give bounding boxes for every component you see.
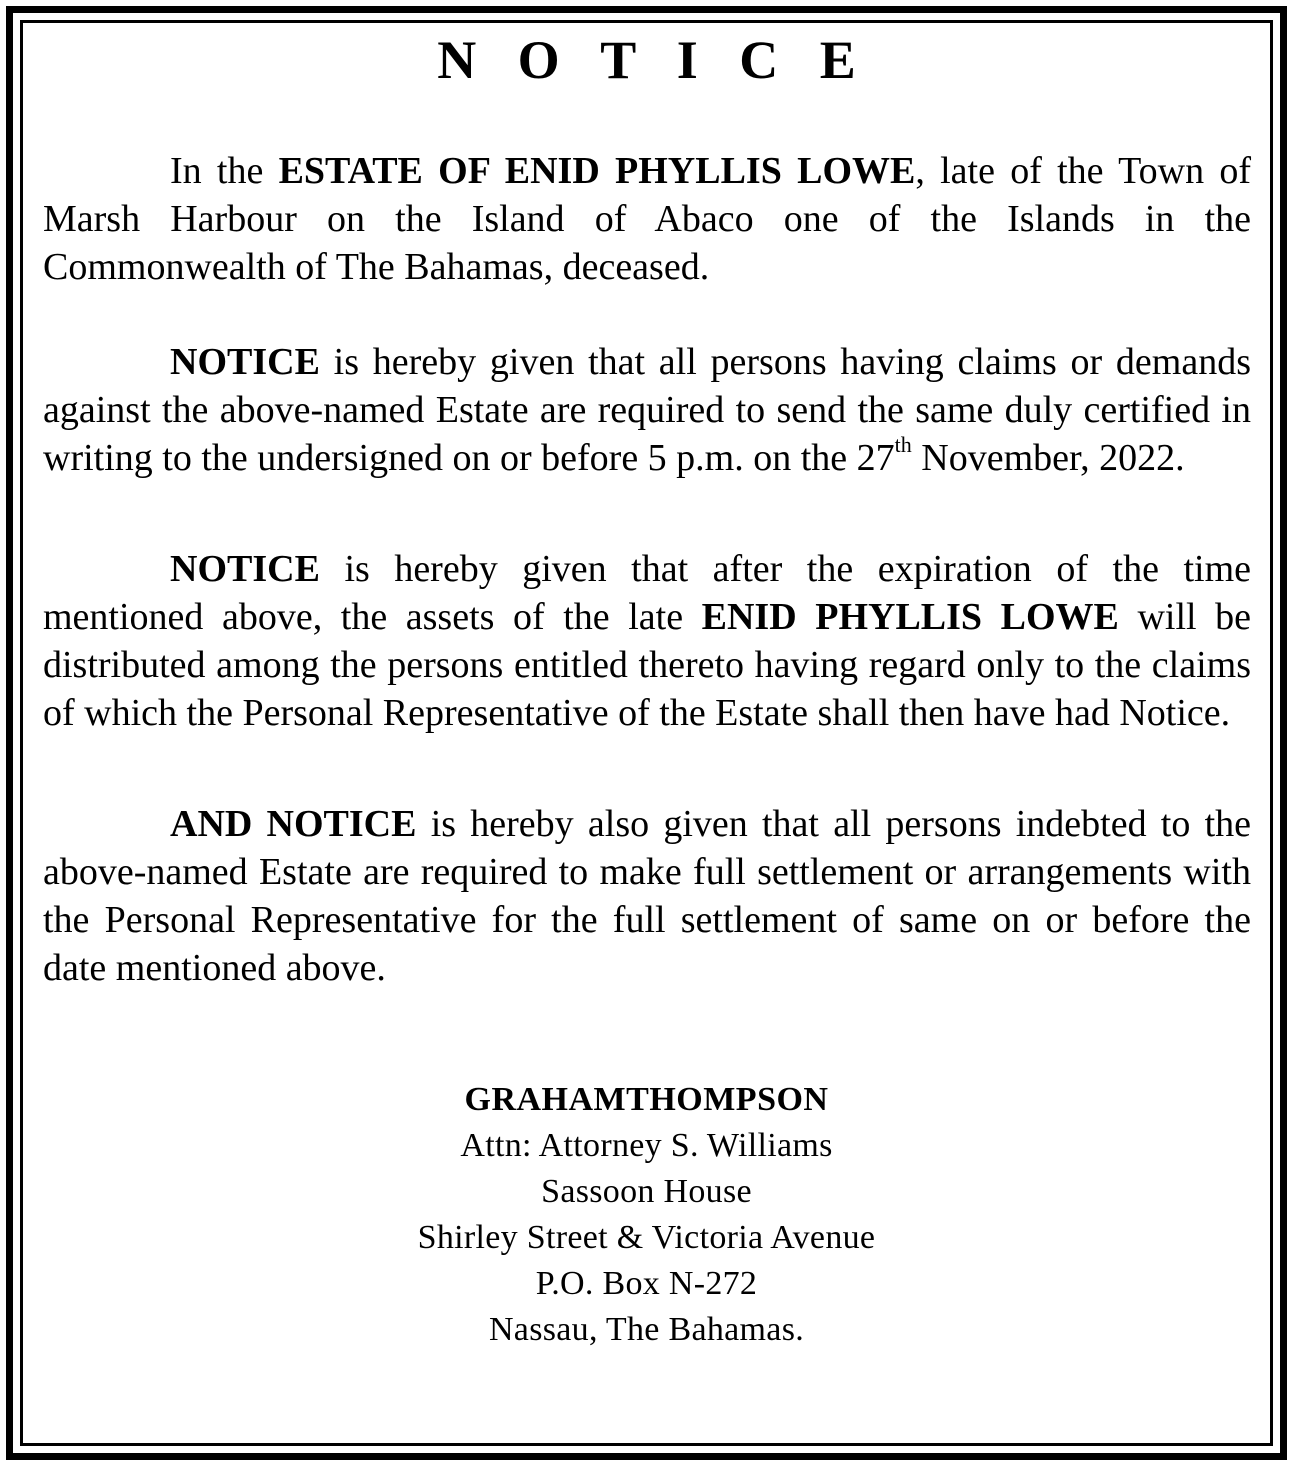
law-firm-name: GRAHAMTHOMPSON	[464, 1081, 829, 1118]
estate-name: ESTATE OF ENID PHYLLIS LOWE	[278, 150, 916, 192]
settlement-text: is hereby also given that all persons indebted to the above-named Estate are required to make full settlement or arrangements with the Personal Representative for the full settlement of same on or before the date mentioned above.	[43, 803, 1251, 989]
claims-deadline-date: November, 2022.	[911, 437, 1185, 479]
claims-text: is hereby given that all persons having claims or demands against the above-named Estate are required to send the same duly certified in writing to the undersigned on or before 5 p.m. on the 27	[43, 341, 1251, 479]
settlement-paragraph	[43, 800, 1251, 992]
claims-paragraph	[43, 338, 1251, 482]
distribution-text-end: will be distributed among the persons entitled thereto having regard only to the claims of which the Personal Representative of the Estate shall then have had Notice.	[43, 596, 1251, 734]
po-box-line: P.O. Box N-272	[535, 1265, 758, 1302]
estate-paragraph	[43, 147, 1251, 291]
building-line: Sassoon House	[541, 1173, 752, 1210]
distribution-paragraph	[43, 545, 1251, 737]
estate-intro-text: In the	[170, 150, 279, 192]
claims-notice-label: NOTICE	[170, 341, 320, 383]
settlement-notice-label: AND NOTICE	[170, 803, 417, 845]
street-line: Shirley Street & Victoria Avenue	[417, 1219, 876, 1256]
notice-title: N O T I C E	[437, 30, 870, 90]
estate-details-text: , late of the Town of Marsh Harbour on the Island of Abaco one of the Islands in the Commonwealth of The Bahamas, deceased.	[43, 150, 1251, 288]
date-ordinal-suffix: th	[894, 432, 912, 458]
distribution-text: is hereby given that after the expiration of the time mentioned above, the assets of the late	[43, 548, 1251, 638]
distribution-notice-label: NOTICE	[170, 548, 320, 590]
city-line: Nassau, The Bahamas.	[488, 1311, 805, 1348]
deceased-name: ENID PHYLLIS LOWE	[701, 596, 1119, 638]
attention-line: Attn: Attorney S. Williams	[460, 1127, 833, 1164]
